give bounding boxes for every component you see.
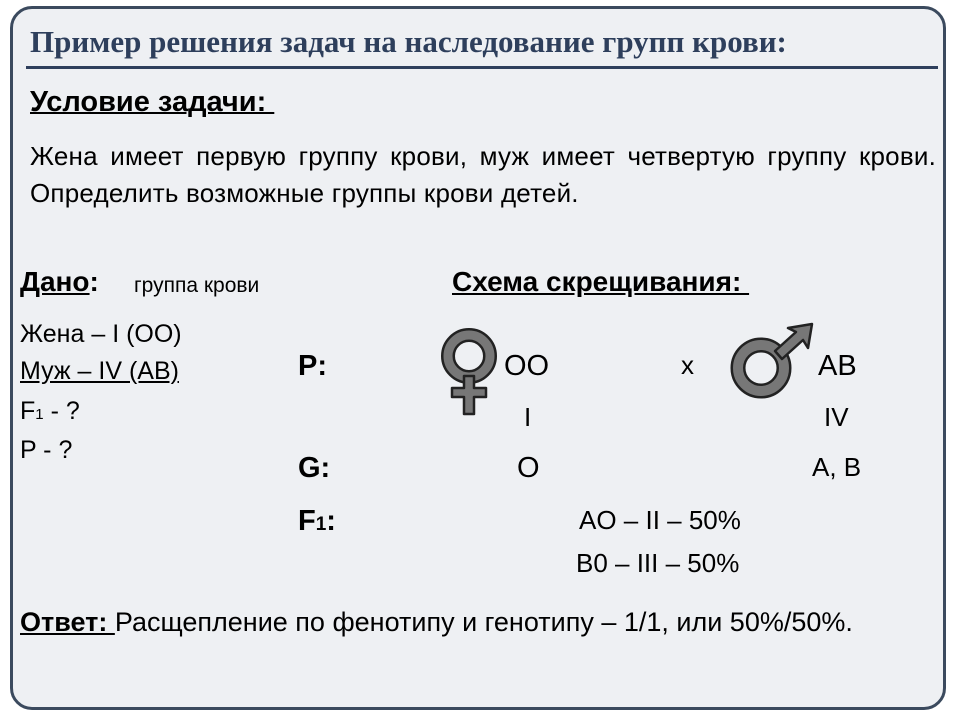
answer (20, 603, 938, 641)
scheme-heading: Схема скрещивания: (452, 266, 750, 297)
given-heading (20, 266, 99, 298)
given-subtitle: группа крови (134, 274, 260, 297)
condition-text: Жена имеет первую группу крови, муж имеет четвертую группу крови. Определить возможные группы крови детей. (30, 141, 936, 208)
gametes-label: G: (298, 452, 331, 484)
given-f1-sub: 1 (35, 406, 44, 423)
answer-text: Расщепление по фенотипу и генотипу – 1/1, или 50%/50%. (114, 607, 853, 637)
page-title: Пример решения задач на наследование групп крови: (30, 24, 787, 59)
given-p: P - ? (20, 436, 73, 464)
given-wife: Жена – I (OO) (20, 320, 182, 348)
offspring-line-1: AO – II – 50% (579, 505, 741, 535)
offspring-label (298, 505, 336, 538)
offspring-line-2: B0 – III – 50% (576, 548, 740, 578)
male-genotype: AB (818, 350, 857, 382)
offspring-label-colon: : (326, 505, 336, 537)
given-heading-colon: : (89, 266, 99, 297)
given-husband: Муж – IV (AB) (20, 357, 179, 385)
female-symbol-icon (438, 326, 502, 420)
given-f1 (20, 397, 80, 426)
male-blood-group: IV (824, 402, 849, 432)
male-gametes: A, B (812, 452, 862, 482)
female-blood-group: I (524, 402, 532, 432)
given-f1-tail: - ? (43, 397, 80, 425)
offspring-label-f: F (298, 505, 316, 537)
offspring-label-sub: 1 (315, 514, 327, 535)
condition-heading: Условие задачи: (30, 86, 275, 118)
answer-label: Ответ: (20, 607, 115, 637)
male-symbol-icon (728, 318, 820, 402)
female-genotype: OO (504, 350, 550, 382)
female-gamete: O (517, 452, 540, 484)
title-divider (26, 66, 938, 69)
cross-sign: x (681, 350, 694, 380)
given-heading-word: Дано (20, 266, 90, 297)
parents-label: P: (298, 350, 327, 382)
given-f1-label: F (20, 397, 36, 425)
